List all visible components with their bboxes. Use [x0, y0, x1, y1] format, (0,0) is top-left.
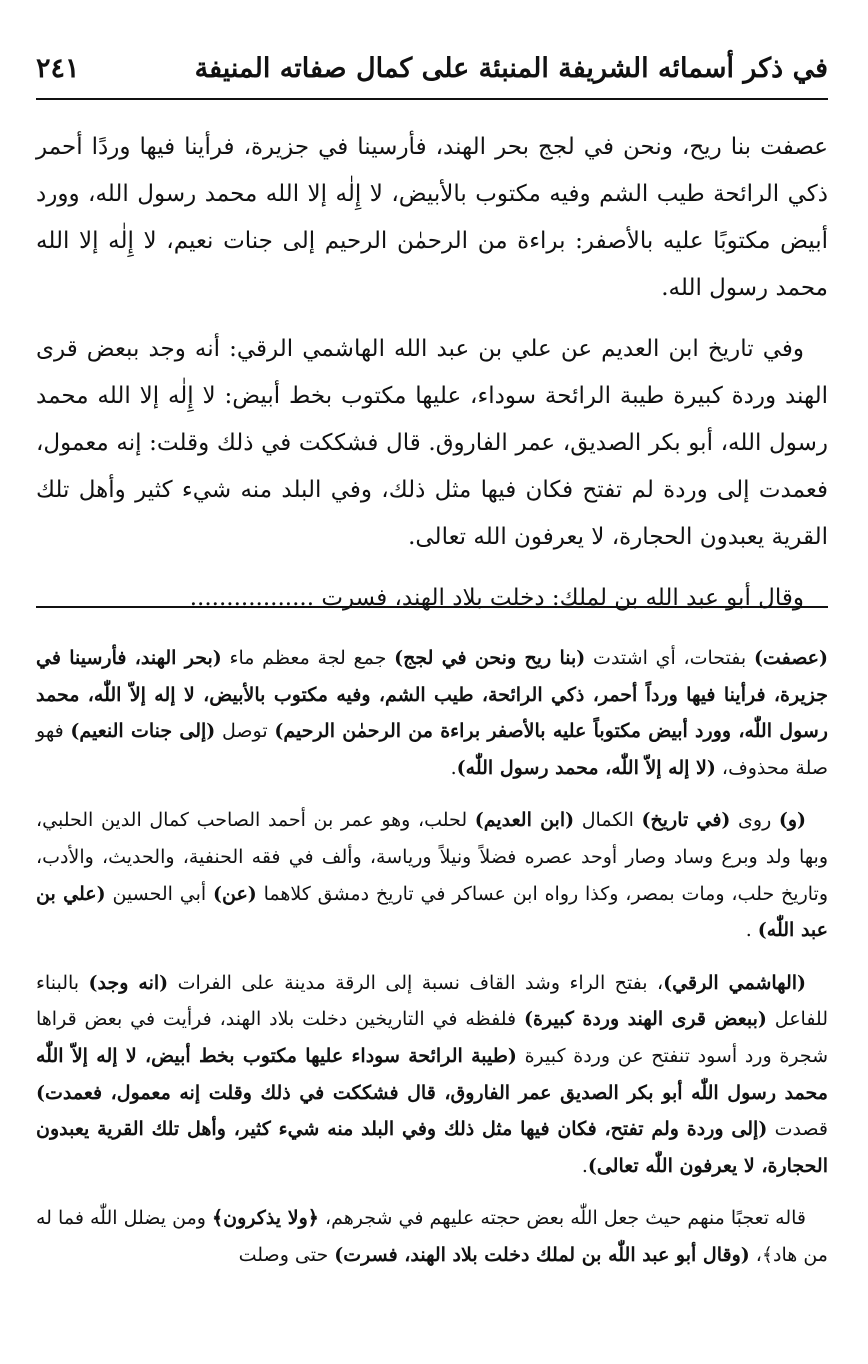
- quoted-phrase: (انه وجد): [88, 971, 169, 994]
- commentary-text: حتى وصلت: [238, 1243, 335, 1266]
- quran-quote: ﴿ولا يذكرون﴾: [212, 1207, 319, 1230]
- quoted-phrase: (وقال أبو عبد اللّٰه بن لملك دخلت بلاد الهند، فسرت): [334, 1243, 750, 1266]
- quoted-phrase: (لا إله إلاّ اللّٰه، محمد رسول اللّٰه): [456, 756, 716, 779]
- commentary-paragraph-2: [36, 802, 828, 948]
- commentary-paragraph-4: [36, 1200, 828, 1273]
- commentary-rule: [36, 606, 828, 608]
- commentary-text: قصدت: [767, 1118, 828, 1141]
- main-paragraph-3: وقال أبو عبد الله بن لملك: دخلت بلاد الهند، فسرت .................: [189, 585, 804, 611]
- quoted-phrase: (ببعض قرى الهند وردة كبيرة): [523, 1008, 767, 1031]
- commentary-text: قاله تعجبًا منهم حيث جعل اللّٰه بعض حجته عليهم في شجرهم،: [318, 1207, 806, 1230]
- commentary-text: .: [581, 1154, 588, 1177]
- header-rule: [36, 98, 828, 100]
- commentary-paragraph-1: [36, 640, 828, 786]
- commentary-text: توصل: [215, 720, 275, 743]
- quoted-phrase: (عن): [213, 882, 257, 905]
- commentary-paragraph-3: [36, 965, 828, 1185]
- quoted-phrase: (عصفت): [753, 647, 828, 669]
- quoted-phrase: (ابن العديم): [474, 809, 575, 832]
- commentary-text: بالبناء للفاعل: [36, 971, 829, 1031]
- quoted-phrase: (في تاريخ): [641, 809, 731, 832]
- quoted-phrase: (إلى جنات النعيم): [70, 720, 216, 743]
- commentary-text: أبي الحسين: [105, 882, 214, 905]
- main-text: [36, 124, 828, 636]
- quoted-phrase: (بنا ريح ونحن في لجج): [394, 647, 586, 669]
- quoted-phrase: (طيبة الرائحة سوداء عليها مكتوب بخط أبيض، لا إله إلاّ اللّٰه محمد رسول اللّٰه أبو بكر الصديق عمر الفاروق، قال فشككت في ذلك وقلت إنه معمول، فعمدت): [36, 1044, 828, 1104]
- header-title: في ذكر أسمائه الشريفة المنبئة على كمال صفاته المنيفة: [194, 53, 828, 84]
- commentary-text: فهو صلة محذوف،: [36, 720, 828, 779]
- commentary-text: لحلب، وهو عمر بن أحمد الصاحب كمال الدين الحلبي، وبها ولد وبرع وساد وصار أوحد عصره فضلاً ونيلاً ورياسة، وألف في فقه الحنفية، والحديث، والأدب، وتاريخ حلب، ومات بمصر، وكذا رواه ابن عساكر في تاريخ دمشق كلاهما: [36, 809, 828, 905]
- commentary-text: الكمال: [574, 809, 642, 832]
- commentary-text: ومن يضلل اللّٰه فما له من هاد﴾،: [36, 1207, 828, 1266]
- commentary-text: روى: [730, 809, 779, 832]
- running-header: [36, 40, 828, 84]
- commentary-text: بفتحات، أي اشتدت: [585, 647, 754, 669]
- main-paragraph-2: وفي تاريخ ابن العديم عن علي بن عبد الله الهاشمي الرقي: أنه وجد ببعض قرى الهند وردة كبيرة طيبة الرائحة سوداء، عليها مكتوب بخط أبيض: لا إِلٰه إلا الله محمد رسول الله، أبو بكر الصديق، عمر الفاروق. قال فشككت في ذلك وقلت: إنه معمول، فعمدت إلى وردة لم تفتح فكان فيها مثل ذلك، وفي البلد منه شيء كثير وأهل تلك القرية يعبدون الحجارة، لا يعرفون الله تعالى.: [36, 336, 828, 550]
- commentary-text: فلفظه في التاريخين دخلت بلاد الهند، فرأيت في بعض قراها شجرة ورد أسود تنفتح عن وردة كبيرة: [36, 1008, 828, 1067]
- commentary-text: ، بفتح الراء وشد القاف نسبة إلى الرقة مدينة على الفرات: [168, 971, 664, 994]
- commentary-text: .: [745, 919, 758, 942]
- quoted-phrase: (و): [778, 809, 807, 832]
- quoted-phrase: (إلى وردة ولم تفتح، فكان فيها مثل ذلك وفي البلد منه شيء كثير، وأهل تلك القرية يعبدون الحجارة، لا يعرفون اللّٰه تعالى): [36, 1118, 828, 1177]
- main-paragraph-1: عصفت بنا ريح، ونحن في لجج بحر الهند، فأرسينا في جزيرة، فرأينا فيها وردًا أحمر ذكي الرائحة طيب الشم وفيه مكتوب بالأبيض، لا إِلٰه إلا الله محمد رسول الله، وورد أبيض مكتوبًا عليه بالأصفر: براءة من الرحمٰن الرحيم إلى جنات نعيم، لا إِلٰه إلا الله محمد رسول الله.: [36, 134, 828, 301]
- quoted-phrase: (الهاشمي الرقي): [663, 971, 807, 994]
- commentary: [36, 640, 828, 1290]
- commentary-text: جمع لجة معظم ماء: [221, 647, 395, 669]
- quoted-phrase: (علي بن عبد اللّٰه): [36, 882, 828, 942]
- page-number: ٢٤١: [36, 53, 80, 84]
- quoted-phrase: (بحر الهند، فأرسينا في جزيرة، فرأينا فيها ورداً أحمر، ذكي الرائحة، طيب الشم، وفيه مكتوب بالأبيض، لا إله إلاّ اللّٰه، محمد رسول اللّٰه، وورد أبيض مكتوباً عليه بالأصفر براءة من الرحمٰن الرحيم): [36, 647, 828, 743]
- commentary-text: .: [450, 756, 457, 779]
